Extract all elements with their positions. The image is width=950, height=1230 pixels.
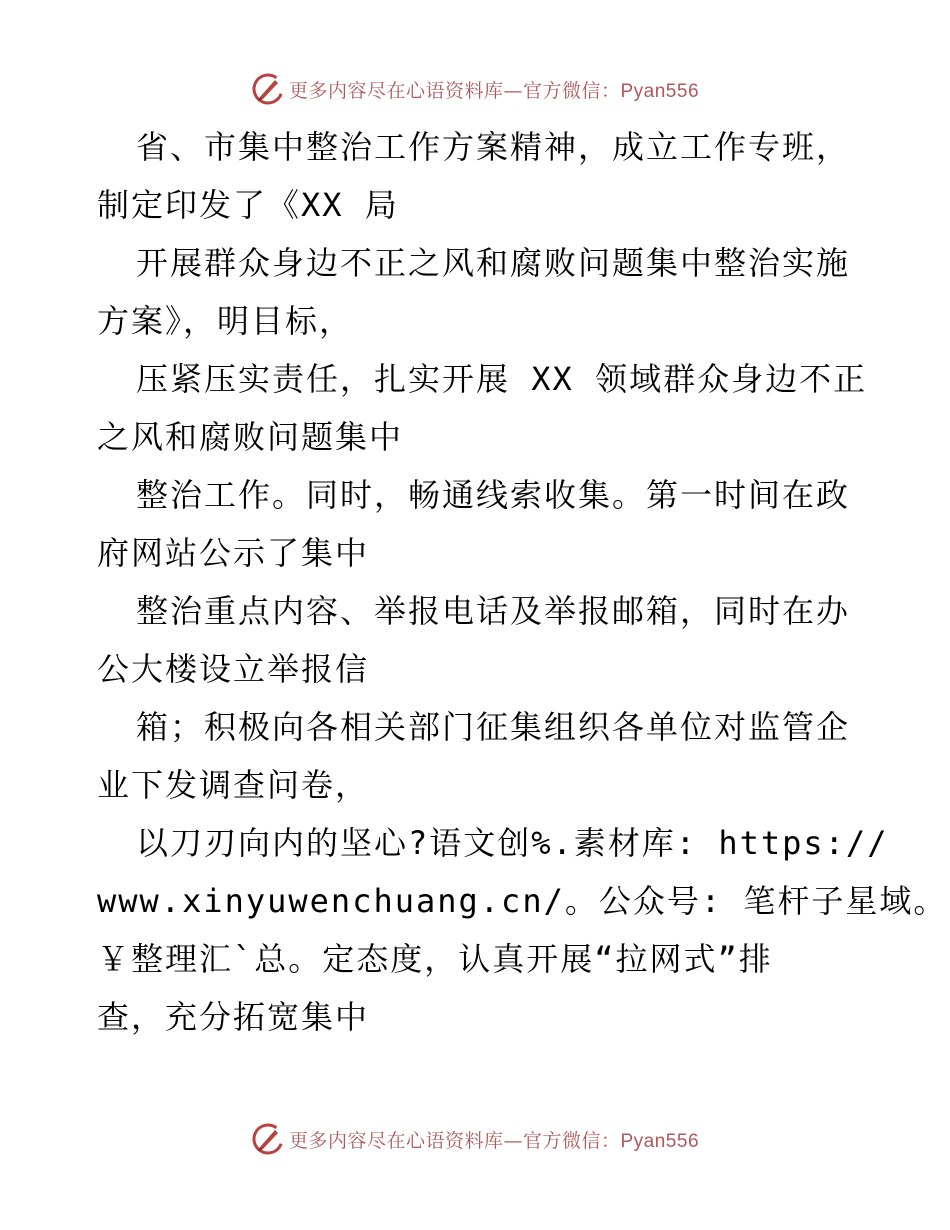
body-line: 公大楼设立举报信 xyxy=(97,650,370,688)
body-line: www.xinyuwenchuang.cn/。公众号: 笔杆子星域。 xyxy=(97,882,948,920)
banner-dash: — xyxy=(503,1129,523,1152)
banner-wechat-id: Pyan556 xyxy=(620,1130,700,1152)
banner-dash: — xyxy=(503,79,523,102)
banner-official-label: 官方微信： xyxy=(522,1129,621,1152)
pen-logo-icon xyxy=(251,72,285,106)
body-line: 开展群众身边不正之风和腐败问题集中整治实施 xyxy=(136,244,851,282)
banner-text xyxy=(289,1126,699,1153)
pen-logo-icon xyxy=(251,1122,285,1156)
body-line: 省、市集中整治工作方案精神，成立工作专班， xyxy=(136,128,851,166)
body-line: 方案》，明目标， xyxy=(97,302,354,340)
body-line: 整治重点内容、举报电话及举报邮箱，同时在办 xyxy=(136,592,851,630)
body-line: 之风和腐败问题集中 xyxy=(97,418,404,456)
footer-watermark-banner xyxy=(0,1122,950,1156)
body-line: ￥整理汇`总。定态度，认真开展“拉网式”排 xyxy=(97,940,773,978)
body-line: 箱；积极向各相关部门征集组织各单位对监管企 xyxy=(136,708,851,746)
header-watermark-banner xyxy=(0,72,950,106)
banner-official-label: 官方微信： xyxy=(522,79,621,102)
body-line: 查，充分拓宽集中 xyxy=(97,998,370,1036)
banner-site-text: 更多内容尽在心语资料库 xyxy=(288,79,504,102)
banner-site-text: 更多内容尽在心语资料库 xyxy=(288,1129,504,1152)
body-line: 业下发调查问卷， xyxy=(97,766,370,804)
body-line: 制定印发了《XX 局 xyxy=(97,186,399,224)
body-line: 以刀刃向内的坚心?语文创%.素材库: https:// xyxy=(136,824,889,862)
banner-text xyxy=(289,76,699,103)
body-line: 府网站公示了集中 xyxy=(97,534,370,572)
body-line: 压紧压实责任，扎实开展 XX 领域群众身边不正 xyxy=(136,360,868,398)
body-line: 整治工作。同时，畅通线索收集。第一时间在政 xyxy=(136,476,851,514)
banner-wechat-id: Pyan556 xyxy=(620,80,700,102)
